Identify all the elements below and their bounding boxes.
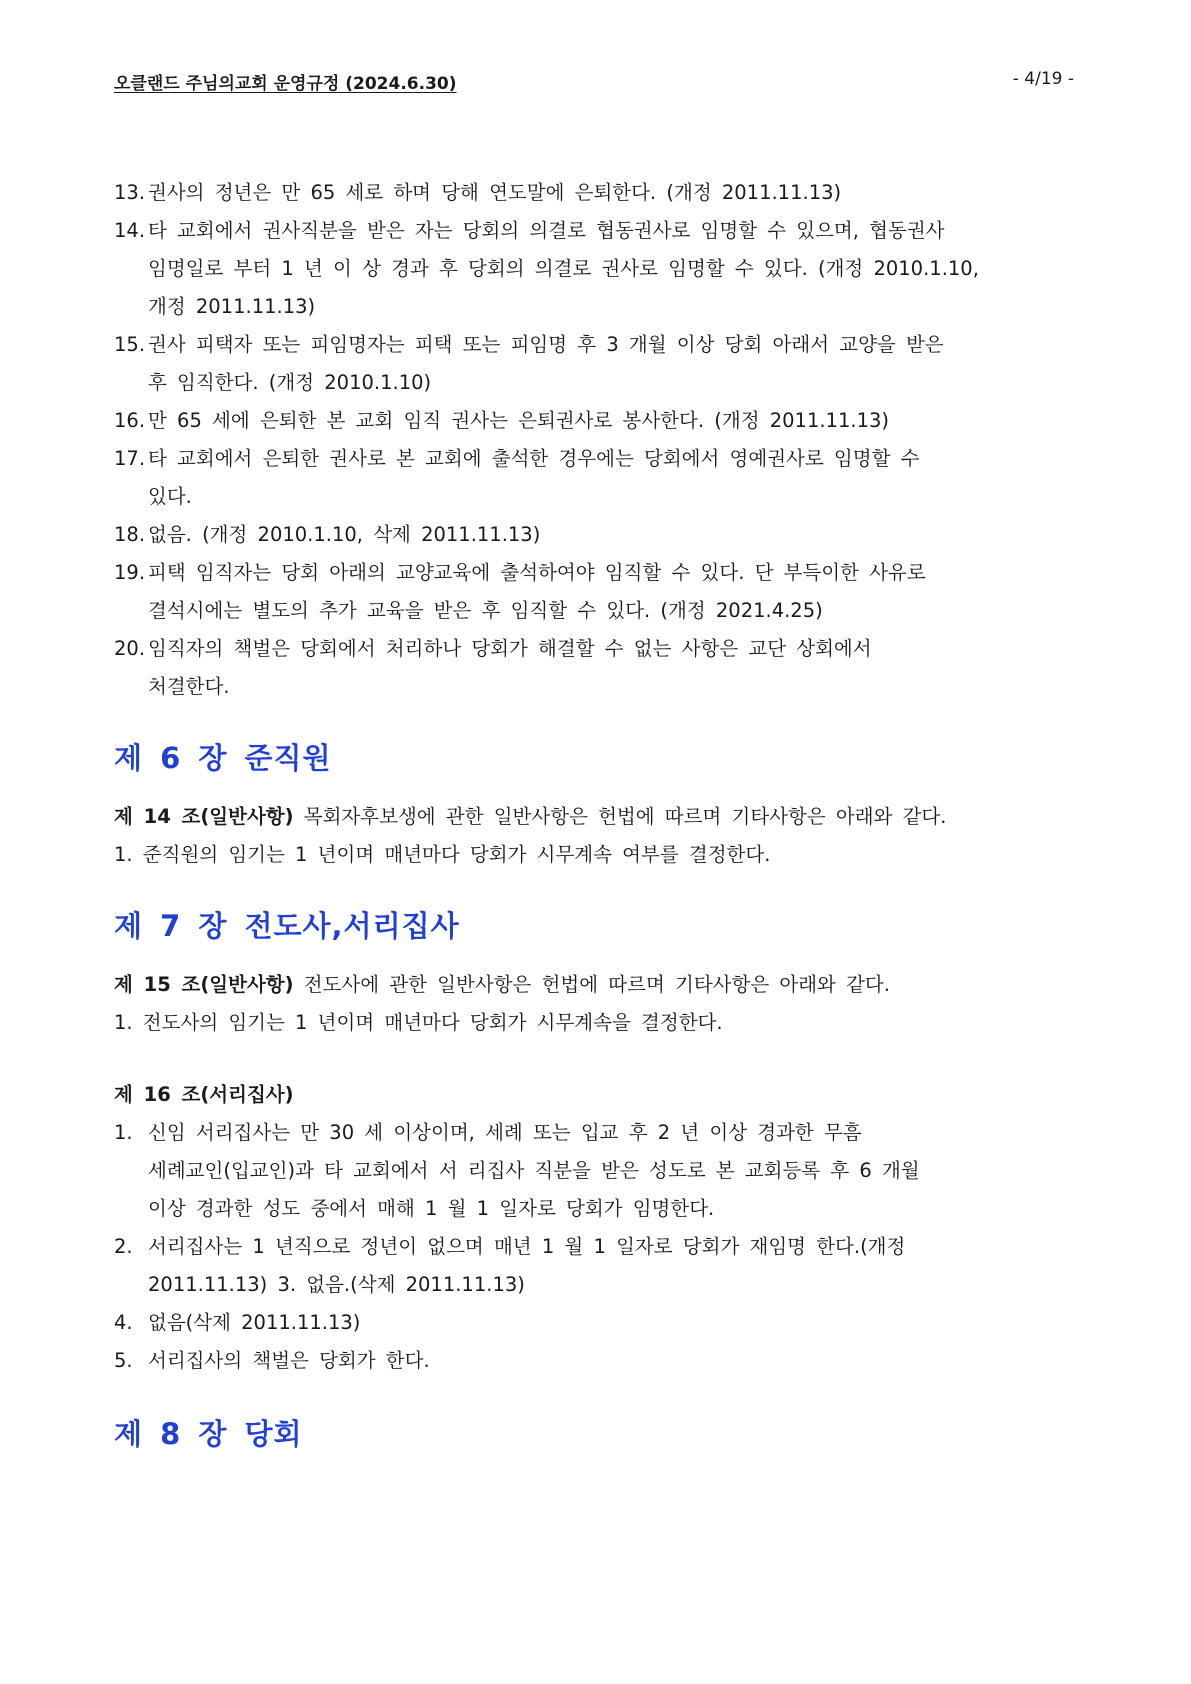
- item-number: 1.: [114, 1121, 133, 1144]
- chapter5-item-list: [114, 174, 1084, 706]
- item-number: 13.: [114, 181, 146, 204]
- item-line: 세례교인(입교인)과 타 교회에서 서 리집사 직분을 받은 성도로 본 교회등록 후 6 개월: [148, 1159, 920, 1182]
- list-item: [114, 1304, 1084, 1342]
- item-line: 없음(삭제 2011.11.13): [148, 1311, 361, 1334]
- item-line: 타 교회에서 권사직분을 받은 자는 당회의 의결로 협동권사로 임명할 수 있으며, 협동권사: [148, 219, 945, 242]
- article-15: [114, 966, 1084, 1004]
- chapter-heading: 제 8 장 당회: [114, 1417, 303, 1451]
- article-text: 목회자후보생에 관한 일반사항은 헌법에 따르며 기타사항은 아래와 같다.: [293, 805, 947, 828]
- list-item: [114, 440, 1084, 516]
- item-line: 임명일로 부터 1 년 이 상 경과 후 당회의 의결로 권사로 임명할 수 있다. (개정 2010.1.10,: [148, 257, 979, 280]
- list-item: [114, 1342, 1084, 1380]
- page-number: - 4/19 -: [1012, 69, 1074, 89]
- item-number: 2.: [114, 1235, 133, 1258]
- item-line: 만 65 세에 은퇴한 본 교회 임직 권사는 은퇴권사로 봉사한다. (개정 2011.11.13): [148, 409, 889, 432]
- list-item: [114, 174, 1084, 212]
- item-line: 권사의 정년은 만 65 세로 하며 당해 연도말에 은퇴한다. (개정 2011.11.13): [148, 181, 842, 204]
- item-line: 처결한다.: [148, 675, 230, 698]
- item-number: 20.: [114, 637, 146, 660]
- document-title: 오클랜드 주님의교회 운영규정 (2024.6.30): [114, 74, 457, 94]
- item-number: 15.: [114, 333, 146, 356]
- item-number: 5.: [114, 1349, 133, 1372]
- list-item: [114, 516, 1084, 554]
- item-line: 신임 서리집사는 만 30 세 이상이며, 세례 또는 입교 후 2 년 이상 경과한 무흠: [148, 1121, 862, 1144]
- list-item: [114, 326, 1084, 402]
- item-line: 임직자의 책벌은 당회에서 처리하나 당회가 해결할 수 없는 사항은 교단 상회에서: [148, 637, 872, 660]
- article-14: [114, 798, 1084, 836]
- list-item: [114, 402, 1084, 440]
- list-item: 1. 전도사의 임기는 1 년이며 매년마다 당회가 시무계속을 결정한다.: [114, 1011, 723, 1034]
- article-title: 제 15 조(일반사항): [114, 973, 294, 996]
- article-16: [114, 1076, 1084, 1114]
- list-item: [114, 1114, 1084, 1228]
- item-line: 서리집사는 1 년직으로 정년이 없으며 매년 1 월 1 일자로 당회가 재임명 한다.(개정: [148, 1235, 906, 1258]
- item-line: 있다.: [148, 485, 192, 508]
- list-item: [114, 1228, 1084, 1304]
- chapter-heading: 제 6 장 준직원: [114, 741, 332, 775]
- item-line: 후 임직한다. (개정 2010.1.10): [148, 371, 432, 394]
- item-line: 없음. (개정 2010.1.10, 삭제 2011.11.13): [148, 523, 541, 546]
- item-number: 17.: [114, 447, 146, 470]
- chapter-heading: 제 7 장 전도사,서리집사: [114, 909, 460, 943]
- item-line: 개정 2011.11.13): [148, 295, 316, 318]
- item-line: 2011.11.13) 3. 없음.(삭제 2011.11.13): [148, 1273, 525, 1296]
- item-number: 18.: [114, 523, 146, 546]
- list-item: [114, 212, 1084, 326]
- article16-item-list: [114, 1114, 1084, 1380]
- item-number: 16.: [114, 409, 146, 432]
- list-item: [114, 630, 1084, 706]
- page-header: [114, 69, 1074, 97]
- item-number: 19.: [114, 561, 146, 584]
- item-line: 서리집사의 책벌은 당회가 한다.: [148, 1349, 430, 1372]
- article-title: 제 16 조(서리집사): [114, 1083, 294, 1106]
- item-number: 4.: [114, 1311, 133, 1334]
- document-body: [114, 174, 1084, 1454]
- list-item: [114, 554, 1084, 630]
- item-line: 이상 경과한 성도 중에서 매해 1 월 1 일자로 당회가 임명한다.: [148, 1197, 715, 1220]
- item-line: 타 교회에서 은퇴한 권사로 본 교회에 출석한 경우에는 당회에서 영예권사로 임명할 수: [148, 447, 920, 470]
- item-line: 피택 임직자는 당회 아래의 교양교육에 출석하여야 임직할 수 있다. 단 부득이한 사유로: [148, 561, 926, 584]
- article-text: 전도사에 관한 일반사항은 헌법에 따르며 기타사항은 아래와 같다.: [293, 973, 890, 996]
- list-item: 1. 준직원의 임기는 1 년이며 매년마다 당회가 시무계속 여부를 결정한다.: [114, 843, 771, 866]
- item-line: 권사 피택자 또는 피임명자는 피택 또는 피임명 후 3 개월 이상 당회 아래서 교양을 받은: [148, 333, 944, 356]
- item-number: 14.: [114, 219, 146, 242]
- article-title: 제 14 조(일반사항): [114, 805, 294, 828]
- item-line: 결석시에는 별도의 추가 교육을 받은 후 임직할 수 있다. (개정 2021.4.25): [148, 599, 823, 622]
